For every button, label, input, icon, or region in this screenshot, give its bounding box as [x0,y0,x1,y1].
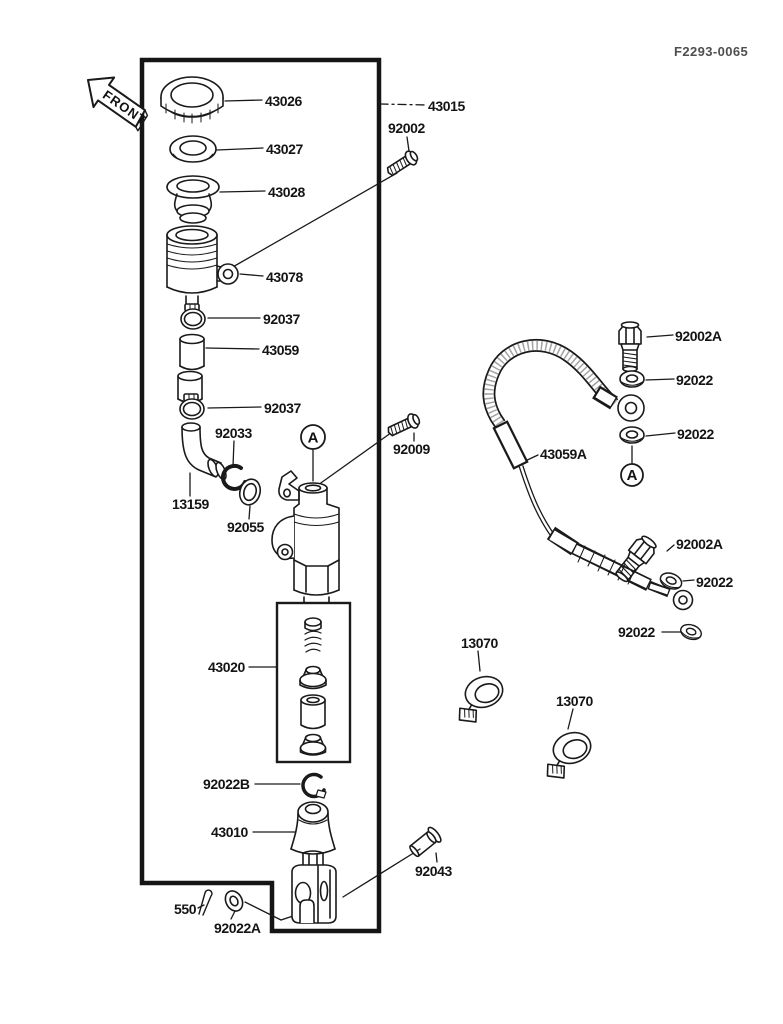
part-label-92022-4: 92022 [618,624,655,640]
part-label-43059a: 43059A [540,446,587,462]
part-label-92002a-lower: 92002A [676,536,723,552]
part-label-43078: 43078 [266,269,303,285]
part-label-92022b: 92022B [203,776,250,792]
part-label-92022a: 92022A [214,920,261,936]
part-label-13070-right: 13070 [556,693,593,709]
part-label-43020: 43020 [208,659,245,675]
washer-92022-2-drawing [620,427,644,443]
part-label-550: 550 [174,901,197,917]
part-label-43026: 43026 [265,93,302,109]
part-label-92022-2: 92022 [677,426,714,442]
part-label-92037-lower: 92037 [264,400,301,416]
part-label-92043: 92043 [415,863,452,879]
leader-lines [190,100,694,920]
repair-kit-box-drawing [277,603,350,762]
part-label-43015: 43015 [428,98,465,114]
part-label-43028: 43028 [268,184,305,200]
part-label-92009: 92009 [393,441,430,457]
part-label-92022-1: 92022 [676,372,713,388]
part-label-92002: 92002 [388,120,425,136]
washer-92022-1-drawing [620,371,644,387]
figure-code: F2293-0065 [674,44,749,59]
detail-marker-a-left [301,425,325,449]
banjo-bolt-upper-drawing [619,322,641,372]
diaphragm-drawing [167,176,219,223]
brake-hose-drawing [489,345,693,609]
joint-tube-drawing [178,335,204,403]
detail-marker-a-right [621,464,643,486]
reservoir-cap-drawing [161,77,223,123]
clamp-13070-right-drawing [537,728,598,783]
push-rod-drawing [291,802,336,923]
part-label-43059: 43059 [262,342,299,358]
bolt-92009-drawing [385,412,421,440]
snap-ring-drawing [303,774,326,798]
part-label-92037-upper: 92037 [263,311,300,327]
part-label-13070-left: 13070 [461,635,498,651]
part-label-92033: 92033 [215,425,252,441]
front-arrow-label: FRONT [100,87,150,128]
cotter-pin-drawing [199,890,212,915]
master-cylinder-drawing [272,471,339,613]
part-label-92055: 92055 [227,519,264,535]
part-label-13159: 13159 [172,496,209,512]
clamp-13070-left-drawing [449,672,510,727]
hose-clamp-lower-drawing [180,394,204,419]
part-label-92022-3: 92022 [696,574,733,590]
detail-marker-a-left-label: A [307,429,319,447]
cap-ring-drawing [170,136,216,162]
part-label-92002a-upper: 92002A [675,328,722,344]
washer-92022-4-drawing [679,622,703,642]
o-ring-drawing [237,477,263,508]
hose-clamp-upper-drawing [181,304,205,329]
part-label-43010: 43010 [211,824,248,840]
bolt-92002-drawing [384,148,420,179]
washer-92022a-drawing [222,888,246,914]
reservoir-body-drawing [167,226,238,315]
part-label-43027: 43027 [266,141,303,157]
detail-marker-a-right-label: A [626,467,638,484]
